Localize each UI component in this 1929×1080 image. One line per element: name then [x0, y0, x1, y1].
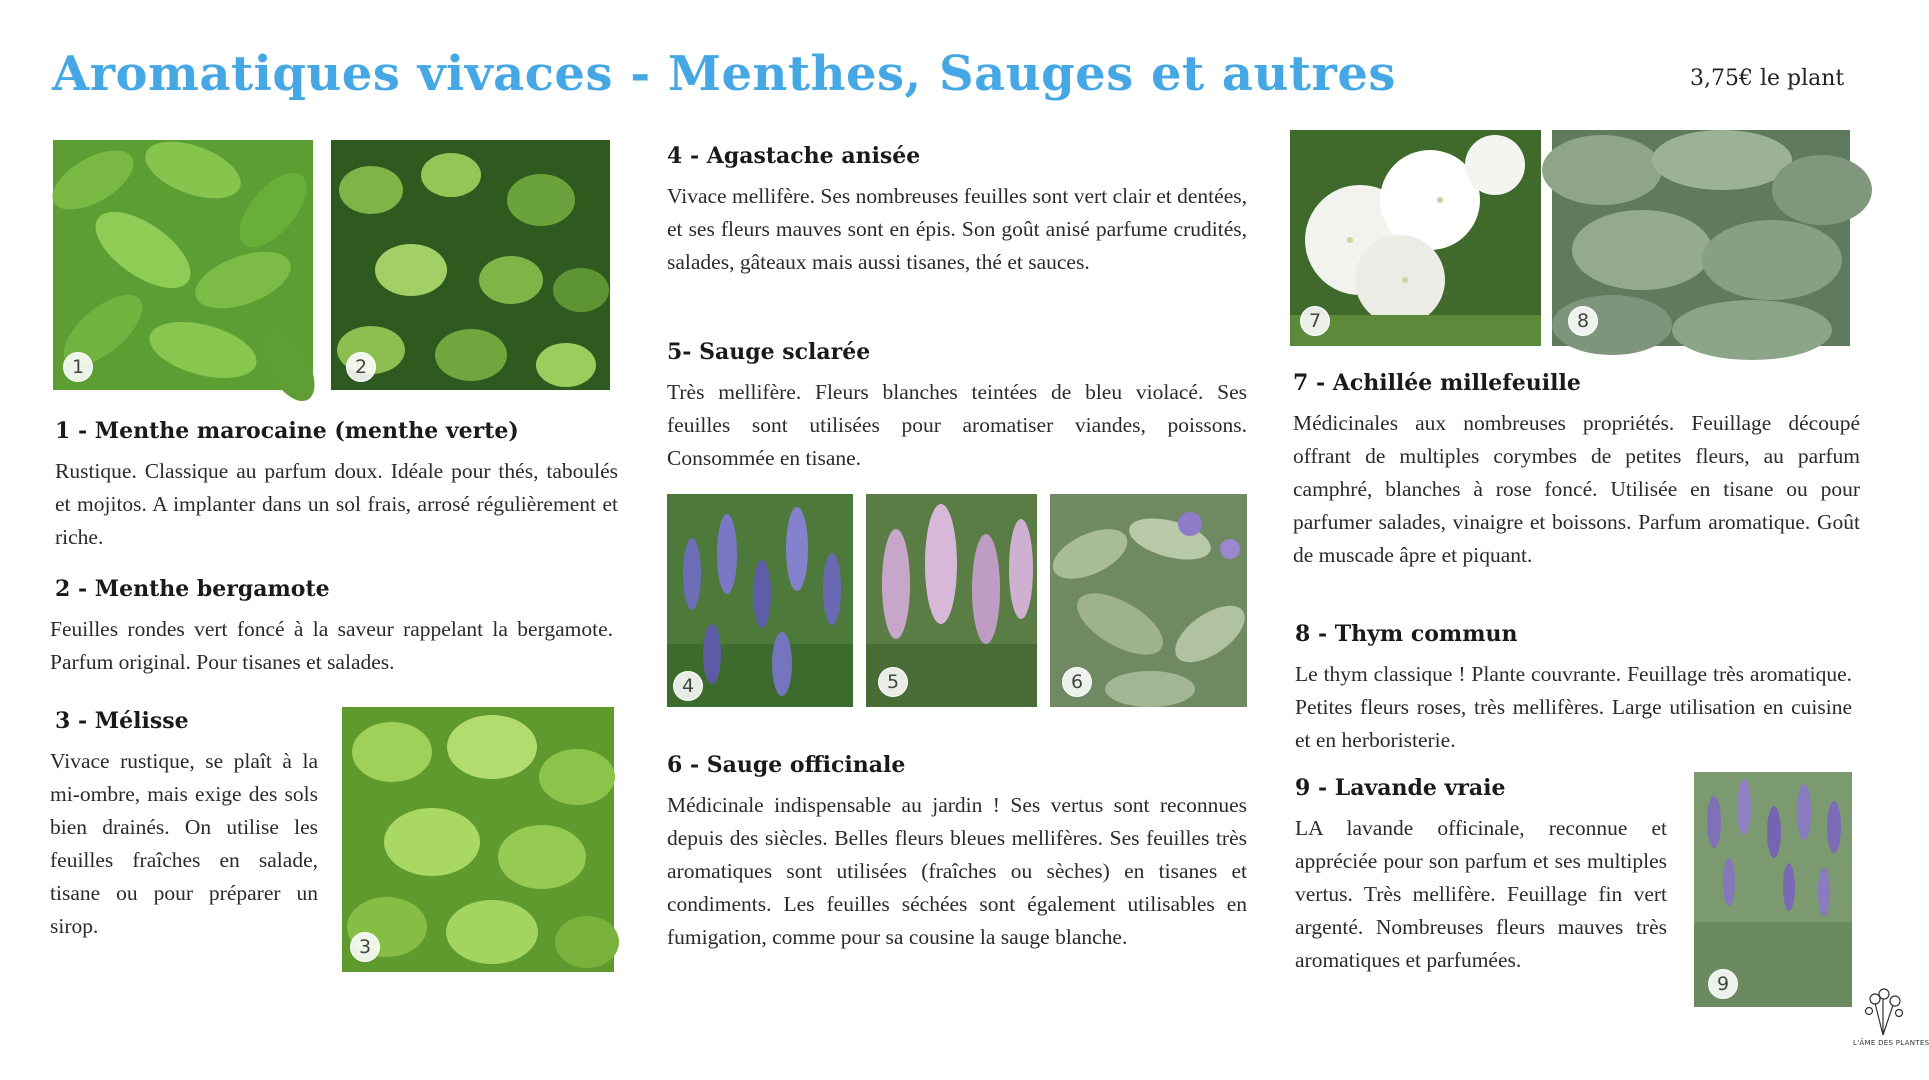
plant-9-name: 9 - Lavande vraie [1295, 775, 1506, 801]
flower-bouquet-icon [1853, 985, 1913, 1037]
yarrow-flowers-photo [1290, 130, 1541, 346]
bergamot-mint-photo [331, 140, 610, 390]
plant-3-description: Vivace rustique, se plaît à la mi-ombre, mais exige des sols bien drainés. On utilise les feuilles fraîches en salade, tisane ou pour préparer un sirop. [50, 749, 318, 938]
page-title: Aromatiques vivaces - Menthes, Sauges et autres [52, 46, 1396, 102]
mint-leaves-photo [53, 140, 313, 390]
plant-2-description: Feuilles rondes vert foncé à la saveur rappelant la bergamote. Parfum original. Pour tisanes et salades. [50, 617, 613, 674]
plant-8-description: Le thym classique ! Plante couvrante. Feuillage très aromatique. Petites fleurs roses, très mellifères. Large utilisation en cuisine et en herboristerie. [1295, 662, 1852, 752]
logo-text: L'ÂME DES PLANTES [1853, 1039, 1929, 1047]
plant-6-description: Médicinale indispensable au jardin ! Ses vertus sont reconnues depuis des siècles. Belles fleurs bleues mellifères. Ses feuilles très aromatiques sont utilisées (fraîches ou sèches) en tisanes et condiments. Les feuilles séchées sont également utilisables en fumigation, comme pour sa cousine la sauge blanche. [667, 793, 1247, 949]
plant-1-description: Rustique. Classique au parfum doux. Idéale pour thés, taboulés et mojitos. A implanter dans un sol frais, arrosé régulièrement et riche. [55, 459, 618, 549]
plant-1-name: 1 - Menthe marocaine (menthe verte) [55, 418, 519, 444]
plant-2-name: 2 - Menthe bergamote [55, 576, 330, 602]
photo-number-3: 3 [350, 932, 380, 962]
plant-7-name: 7 - Achillée millefeuille [1293, 370, 1581, 396]
lemon-balm-photo [342, 707, 614, 972]
photo-number-4: 4 [673, 671, 703, 701]
clary-sage-photo [866, 494, 1037, 707]
lavender-photo [1694, 772, 1852, 1007]
photo-number-7: 7 [1300, 306, 1330, 336]
photo-number-8: 8 [1568, 306, 1598, 336]
plant-6-name: 6 - Sauge officinale [667, 752, 906, 778]
plant-4-description: Vivace mellifère. Ses nombreuses feuilles sont vert clair et dentées, et ses fleurs mauves sont en épis. Son goût anisé parfume crudités, salades, gâteaux mais aussi tisanes, thé et sauces. [667, 184, 1247, 274]
common-sage-photo [1050, 494, 1247, 707]
price-label: 3,75€ le plant [1690, 66, 1845, 91]
plant-3-name: 3 - Mélisse [55, 708, 189, 734]
photo-number-2: 2 [346, 352, 376, 382]
brand-logo [1853, 985, 1929, 1055]
photo-number-1: 1 [63, 352, 93, 382]
photo-number-9: 9 [1708, 969, 1738, 999]
plant-7-description: Médicinales aux nombreuses propriétés. Feuillage découpé offrant de multiples corymbes de petites fleurs, au parfum camphré, blanches à rose foncé. Utilisée en tisane ou pour parfumer salades, vinaigre et boissons. Parfum aromatique. Goût de muscade âpre et piquant. [1293, 411, 1860, 567]
plant-4-name: 4 - Agastache anisée [667, 143, 921, 169]
plant-9-description: LA lavande officinale, reconnue et appréciée pour son parfum et ses multiples vertus. Très mellifère. Feuillage fin vert argenté. Nombreuses fleurs mauves très aromatiques et parfumées. [1295, 816, 1667, 972]
agastache-flowers-photo [667, 494, 853, 707]
plant-5-description: Très mellifère. Fleurs blanches teintées de bleu violacé. Ses feuilles sont utilisées pour aromatiser viandes, poissons. Consommée en tisane. [667, 380, 1247, 470]
photo-number-6: 6 [1062, 667, 1092, 697]
photo-number-5: 5 [878, 667, 908, 697]
plant-8-name: 8 - Thym commun [1295, 621, 1518, 647]
thyme-photo [1552, 130, 1850, 346]
plant-5-name: 5- Sauge sclarée [667, 339, 871, 365]
